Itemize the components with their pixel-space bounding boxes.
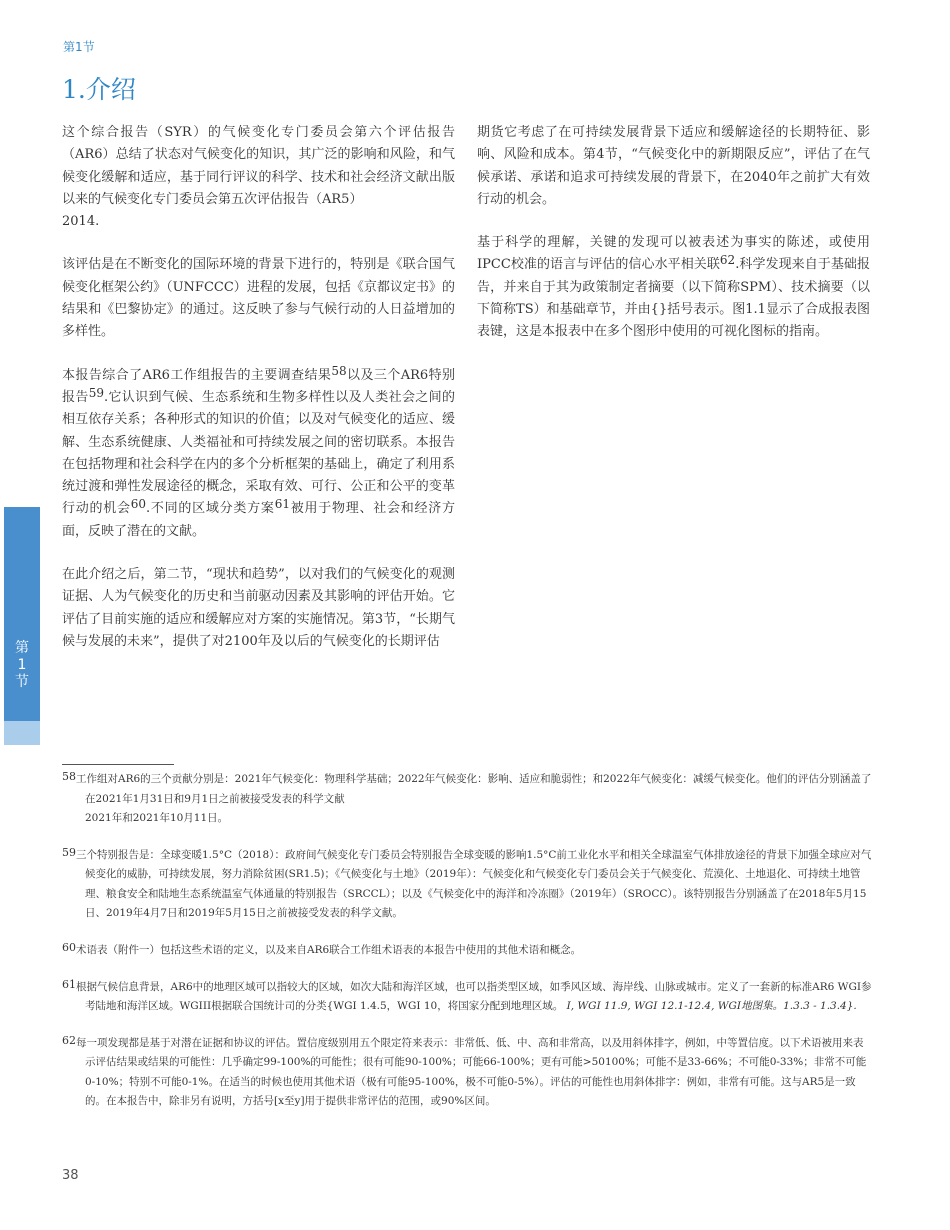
synthesis-text-c: .它认识到气候、生态系统和生物多样性以及人类社会之间的相互依存关系；各种形式的知识的价值；以及对气候变化的适应、缓解、生态系统健康、人类福祉和可持续发展之间的密切联系。本报告在包括物理和社会科学在内的多个分析框架的基础上，确定了利用系统过渡和弹性发展途径的概念，采取有效、可行、公正和公平的变革行动的机会 — [62, 389, 455, 517]
footnote-ref-62[interactable]: 62 — [719, 253, 736, 268]
footnote-text: 2021年和2021年10月11日。 — [85, 812, 229, 825]
footnote-text: 工作组对AR6的三个贡献分别是：2021年气候变化：物理科学基础；2022年气候变化：影响、适应和脆弱性；和2022年气候变化：减缓气候变化。他们的评估分别涵盖了在2021年1月31日和9月1日之前被接受发表的科学文献 — [76, 773, 872, 805]
footnote-number: 58 — [62, 770, 76, 783]
side-tab-char: 节 — [15, 674, 29, 690]
footnote-58 — [62, 767, 872, 829]
side-tab-accent — [4, 721, 40, 745]
side-tab-label — [4, 640, 40, 691]
footnote-61 — [62, 975, 872, 1017]
footnote-text: 术语表（附件一）包括这些术语的定义，以及来自AR6联合工作组术语表的本报告中使用的其他术语和概念。 — [76, 944, 582, 957]
footnote-60 — [62, 938, 872, 961]
section-label: 第1节 — [63, 40, 95, 54]
footnote-ref-60[interactable]: 60 — [130, 497, 147, 512]
footnote-62 — [62, 1031, 872, 1112]
page-title: 1.介绍 — [62, 75, 136, 104]
left-column — [62, 122, 455, 674]
findings-text-a: 基于科学的理解，关键的发现可以被表述为事实的陈述，或使用IPCC校准的语言与评估的信心水平相关联 — [477, 235, 870, 273]
intro-paragraph — [62, 122, 455, 233]
right-column — [477, 122, 870, 365]
footnote-59 — [62, 843, 872, 924]
footnote-number: 60 — [62, 940, 76, 954]
footnote-text: 根据气候信息背景，AR6中的地理区域可以指较大的区域，如次大陆和海洋区域，也可以指类型区域，如季风区域、海岸线、山脉或城市。定义了一套新的标准AR6 WGI参考陆地和海洋区域。WGIII根据联合国统计司的分类{WGI 1.4.5，WGI 10，将国家分配到地理区域。 — [76, 980, 872, 1013]
synthesis-text-d: .不同的区域分类方案 — [146, 501, 275, 517]
synthesis-text-b: 以及三个AR6特别报告 — [62, 367, 455, 405]
findings-paragraph — [477, 232, 870, 343]
futures-paragraph: 期货它考虑了在可持续发展背景下适应和缓解途径的长期特征、影响、风险和成本。第4节，“气候变化中的新期限反应”，评估了在气候承诺、承诺和追求可持续发展的背景下，在2040年之前扩大有效行动的机会。 — [477, 125, 870, 207]
footnote-text: 三个特别报告是：全球变暖1.5°C（2018）：政府间气候变化专门委员会特别报告全球变暖的影响1.5°C前工业化水平和相关全球温室气体排放途径的背景下加强全球应对气候变化的威胁，可持续发展，努力消除贫困(SR1.5)；《气候变化与土地》（2019年）：气候变化和气候变化专门委员会关于气候变化、荒漠化、土地退化、可持续土地管理、粮食安全和陆地生态系统温室气体通量的特别报告（SRCCL）；以及《气候变化中的海洋和冷冻圈》（2019年）（SROCC）。该特别报告分别涵盖了在2018年5月15日、2019年4月7日和2019年5月15日之前被接受发表的科学文献。 — [76, 848, 872, 920]
footnote-number: 62 — [62, 1033, 76, 1047]
footnote-divider — [62, 764, 174, 765]
footnote-number: 59 — [62, 845, 76, 859]
intro-year: 2014. — [62, 214, 100, 230]
synthesis-text-e: 被用于物理、社会和经济方面，反映了潜在的文献。 — [62, 501, 455, 539]
footnote-ref-61[interactable]: 61 — [274, 497, 290, 512]
side-tab-char: 1 — [17, 657, 27, 673]
synthesis-paragraph — [62, 365, 455, 543]
synthesis-text-a: 本报告综合了AR6工作组报告的主要调查结果 — [62, 367, 332, 383]
structure-paragraph: 在此介绍之后，第二节，“现状和趋势”，以对我们的气候变化的观测证据、人为气候变化的历史和当前驱动因素及其影响的评估开始。它评估了目前实施的适应和缓解应对方案的实施情况。第3节，“长期气候与发展的未来”，提供了对2100年及以后的气候变化的长期评估 — [62, 567, 455, 649]
footnote-citation: I, WGI 11.9, WGI 12.1-12.4, WGI地图集。1.3.3 - 1.3.4}. — [566, 1000, 857, 1013]
footnotes — [62, 767, 872, 1126]
side-tab-char: 第 — [15, 640, 29, 656]
findings-text-b: .科学发现来自于基础报告，并来自于其为政策制定者摘要（以下简称SPM）、技术摘要（以下简称TS）和基础章节，并由{}括号表示。图1.1显示了合成报表图表键，这是本报表中在多个图形中使用的可视化图标的指南。 — [477, 257, 871, 340]
page-number: 38 — [62, 1168, 79, 1183]
footnote-text: 每一项发现都是基于对潜在证据和协议的评估。置信度级别用五个限定符来表示：非常低、低、中、高和非常高，以及用斜体排字，例如，中等置信度。以下术语被用来表示评估结果或结果的可能性：几乎确定99-100%的可能性；很有可能90-100%；可能66-100%；更有可能>50100%；可能不是33-66%；不可能0-33%；非常不可能0-10%；特别不可能0-1%。在适当的时候也使用其他术语（极有可能95-100%，极不可能0-5%）。评估的可能性也用斜体排字：例如，非常有可能。这与AR5是一致的。在本报告中，除非另有说明，方括号[x至y]用于提供非常评估的范围，或90%区间。 — [76, 1036, 867, 1108]
intro-text: 这个综合报告（SYR）的气候变化专门委员会第六个评估报告（AR6）总结了状态对气候变化的知识，其广泛的影响和风险，和气候变化缓解和适应，基于同行评议的科学、技术和社会经济文献出版以来的气候变化专门委员会第五次评估报告（AR5） — [62, 125, 455, 207]
footnote-ref-59[interactable]: 59 — [88, 385, 104, 400]
footnote-ref-58[interactable]: 58 — [331, 363, 347, 378]
context-paragraph: 该评估是在不断变化的国际环境的背景下进行的，特别是《联合国气候变化框架公约》（UNFCCC）进程的发展，包括《京都议定书》的结果和《巴黎协定》的通过。这反映了参与气候行动的人日益增加的多样性。 — [62, 257, 455, 340]
footnote-number: 61 — [62, 977, 76, 991]
